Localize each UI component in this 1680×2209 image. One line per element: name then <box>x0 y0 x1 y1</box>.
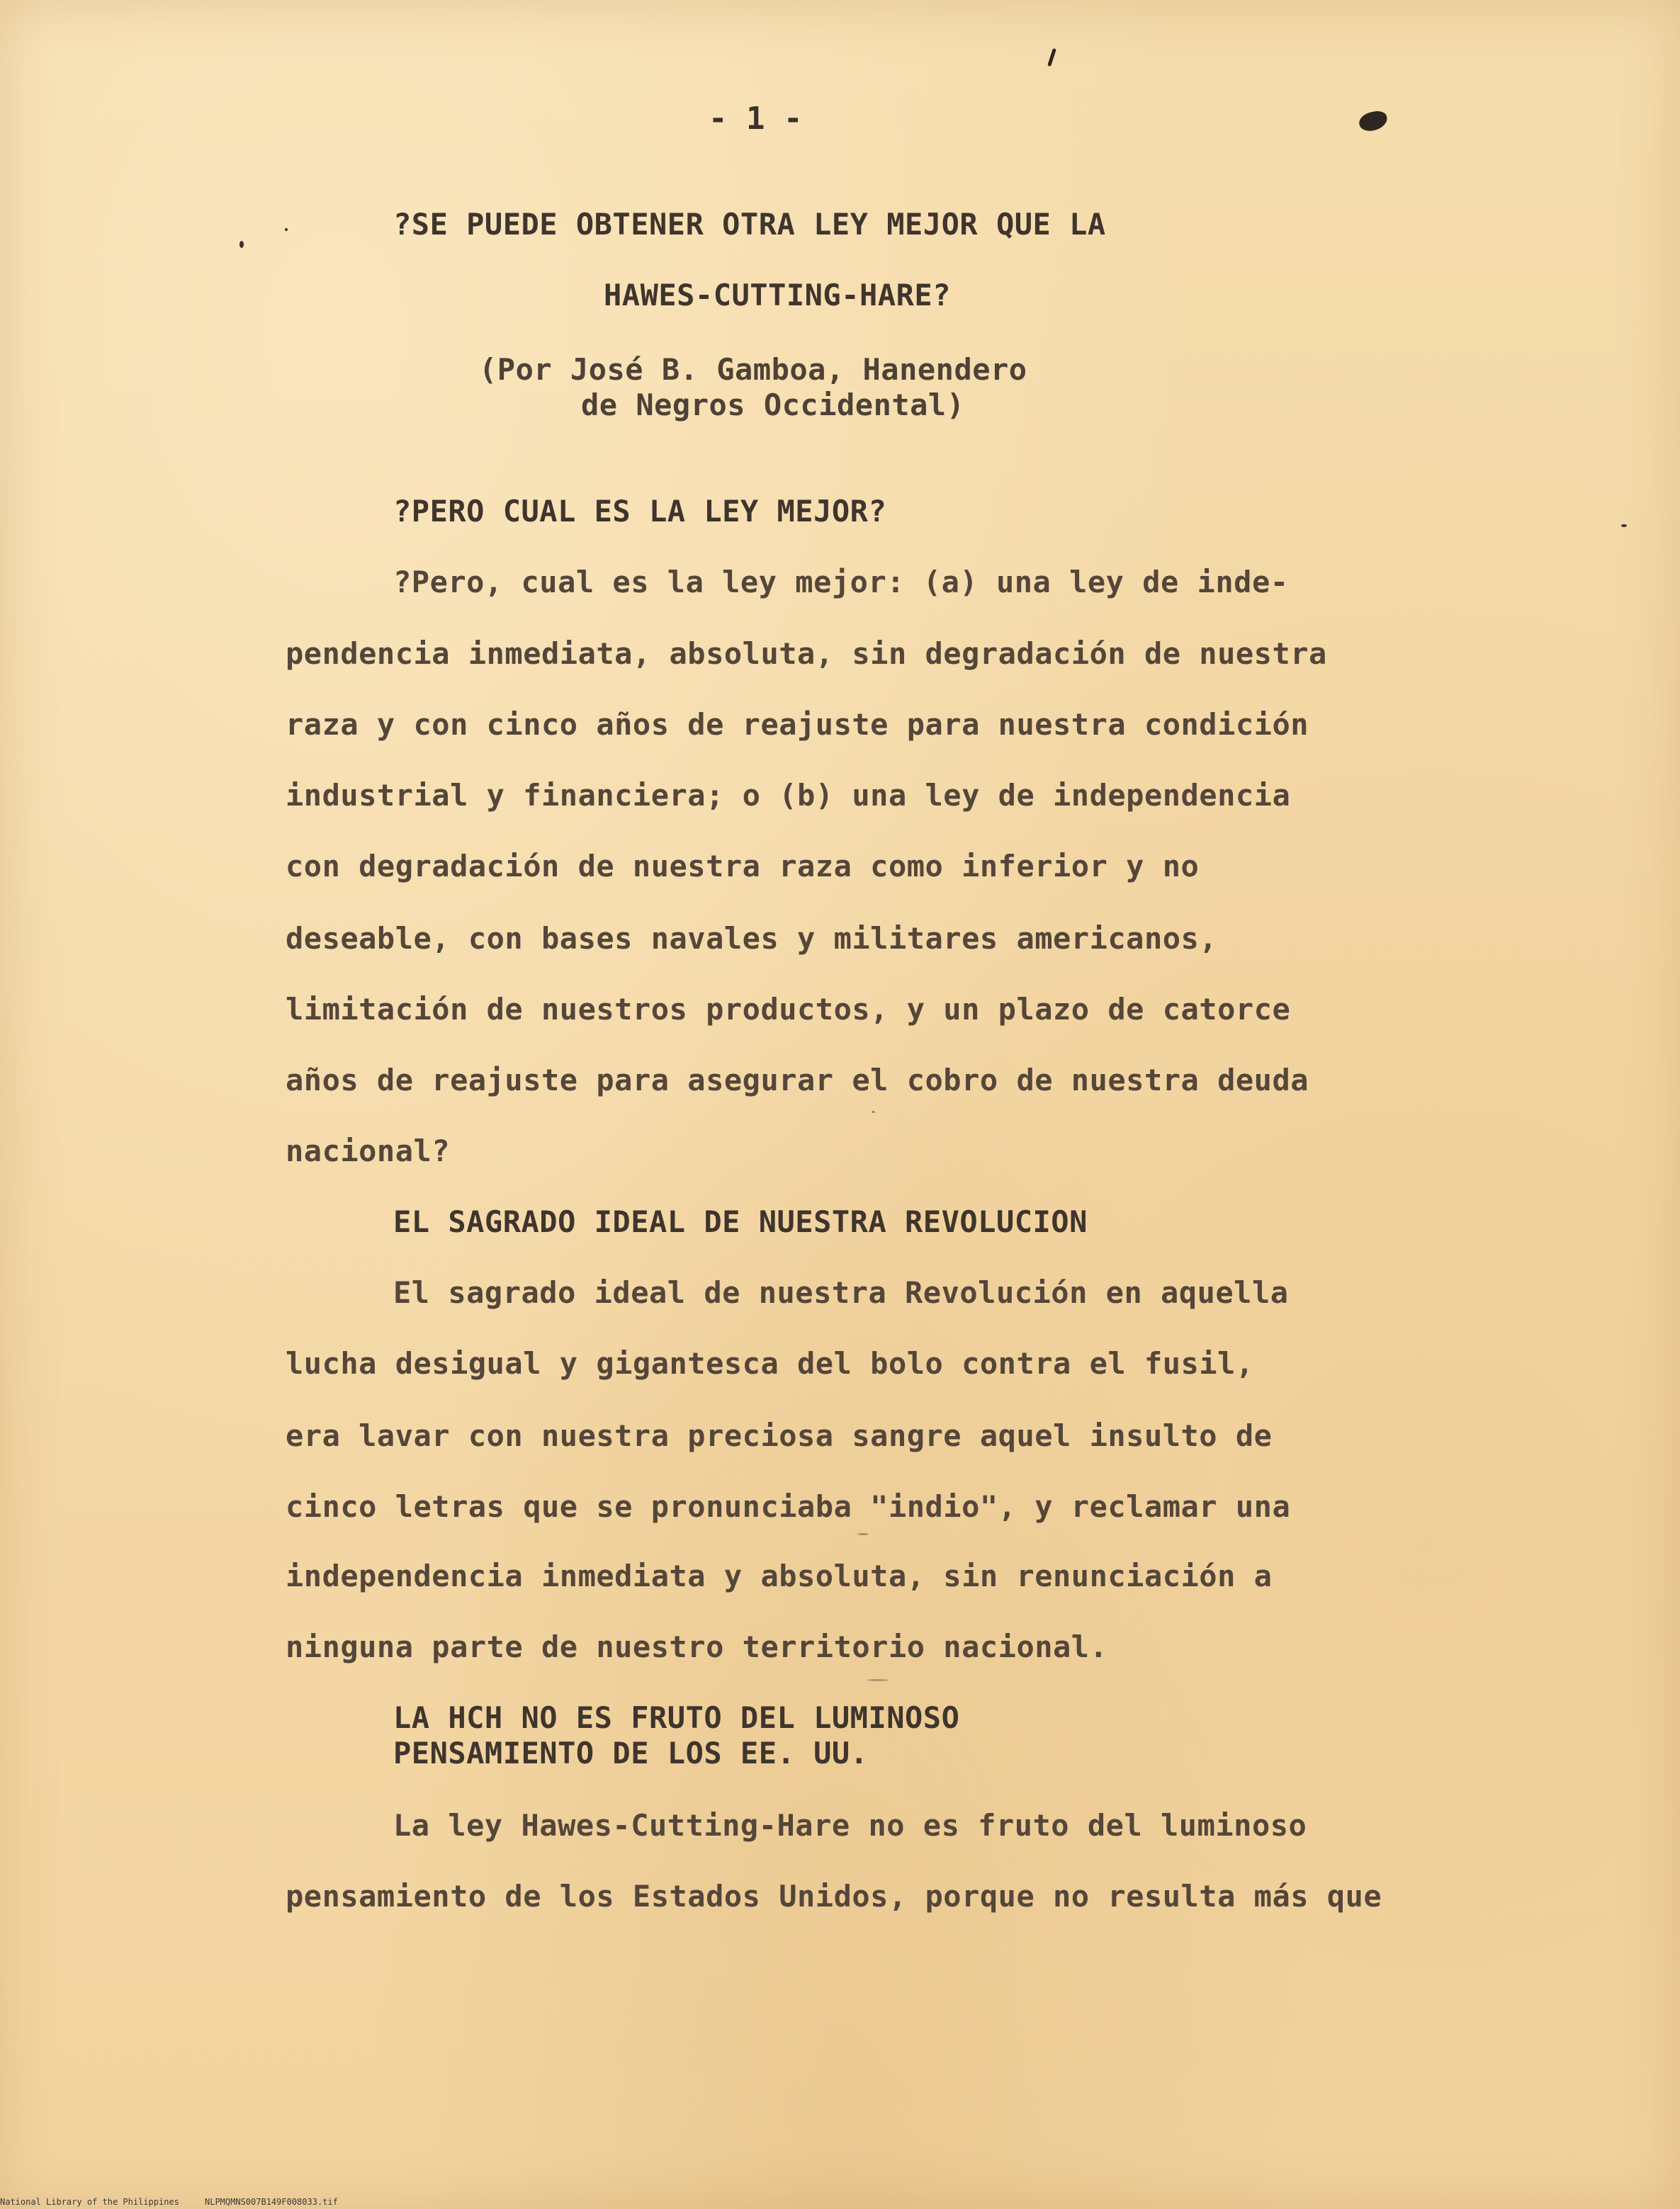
paragraph-line: industrial y financiera; o (b) una ley de independencia <box>286 778 1291 813</box>
section-heading-sagrado-ideal: EL SAGRADO IDEAL DE NUESTRA REVOLUCION <box>393 1204 1088 1239</box>
title-line-2: HAWES-CUTTING-HARE? <box>604 278 951 312</box>
paper-speck <box>1621 524 1627 527</box>
paragraph-line: con degradación de nuestra raza como inferior y no <box>286 849 1200 883</box>
section-heading-hch-line-2: PENSAMIENTO DE LOS EE. UU. <box>393 1736 869 1770</box>
paragraph-line: años de reajuste para asegurar el cobro de nuestra deuda <box>286 1063 1309 1097</box>
title-line-1: ?SE PUEDE OBTENER OTRA LEY MEJOR QUE LA <box>393 207 1106 242</box>
paper-speck <box>285 228 288 231</box>
footer-library: National Library of the Philippines <box>0 2197 179 2207</box>
paragraph-line: La ley Hawes-Cutting-Hare no es fruto del luminoso <box>393 1808 1307 1843</box>
paragraph-line: lucha desigual y gigantesca del bolo contra el fusil, <box>286 1346 1254 1381</box>
page-number: - 1 - <box>709 101 803 137</box>
paragraph-line: era lavar con nuestra preciosa sangre aquel insulto de <box>286 1418 1273 1453</box>
byline-line-1: (Por José B. Gamboa, Hanendero <box>479 352 1027 387</box>
paragraph-line: pendencia inmediata, absoluta, sin degradación de nuestra <box>286 636 1327 671</box>
paragraph-line: cinco letras que se pronunciaba "indio", y reclamar una <box>286 1489 1291 1524</box>
footer-file-id: NLPMQMNS007B149F008033.tif <box>205 2197 338 2207</box>
paragraph-line: ?Pero, cual es la ley mejor: (a) una ley de inde- <box>393 565 1289 599</box>
paper-speck <box>867 1679 889 1681</box>
section-heading-ley-mejor: ?PERO CUAL ES LA LEY MEJOR? <box>393 494 887 529</box>
paragraph-line: pensamiento de los Estados Unidos, porque no resulta más que <box>286 1879 1382 1914</box>
paper-speck <box>857 1533 869 1535</box>
paragraph-line: independencia inmediata y absoluta, sin renunciación a <box>286 1559 1273 1593</box>
paragraph-line: raza y con cinco años de reajuste para nuestra condición <box>286 707 1309 742</box>
ink-mark <box>1047 48 1056 67</box>
paragraph-line: limitación de nuestros productos, y un plazo de catorce <box>286 992 1291 1027</box>
paragraph-line: ninguna parte de nuestro territorio nacional. <box>286 1629 1108 1664</box>
paper-speck <box>239 241 244 248</box>
scan-footer <box>0 2197 338 2207</box>
paragraph-line: El sagrado ideal de nuestra Revolución en aquella <box>393 1275 1289 1310</box>
section-heading-hch-line-1: LA HCH NO ES FRUTO DEL LUMINOSO <box>393 1700 960 1735</box>
paragraph-line: nacional? <box>286 1134 451 1168</box>
paper-speck <box>872 1111 875 1113</box>
paragraph-line: deseable, con bases navales y militares americanos, <box>286 921 1218 956</box>
ink-blot <box>1358 109 1389 133</box>
byline-line-2: de Negros Occidental) <box>581 388 965 422</box>
